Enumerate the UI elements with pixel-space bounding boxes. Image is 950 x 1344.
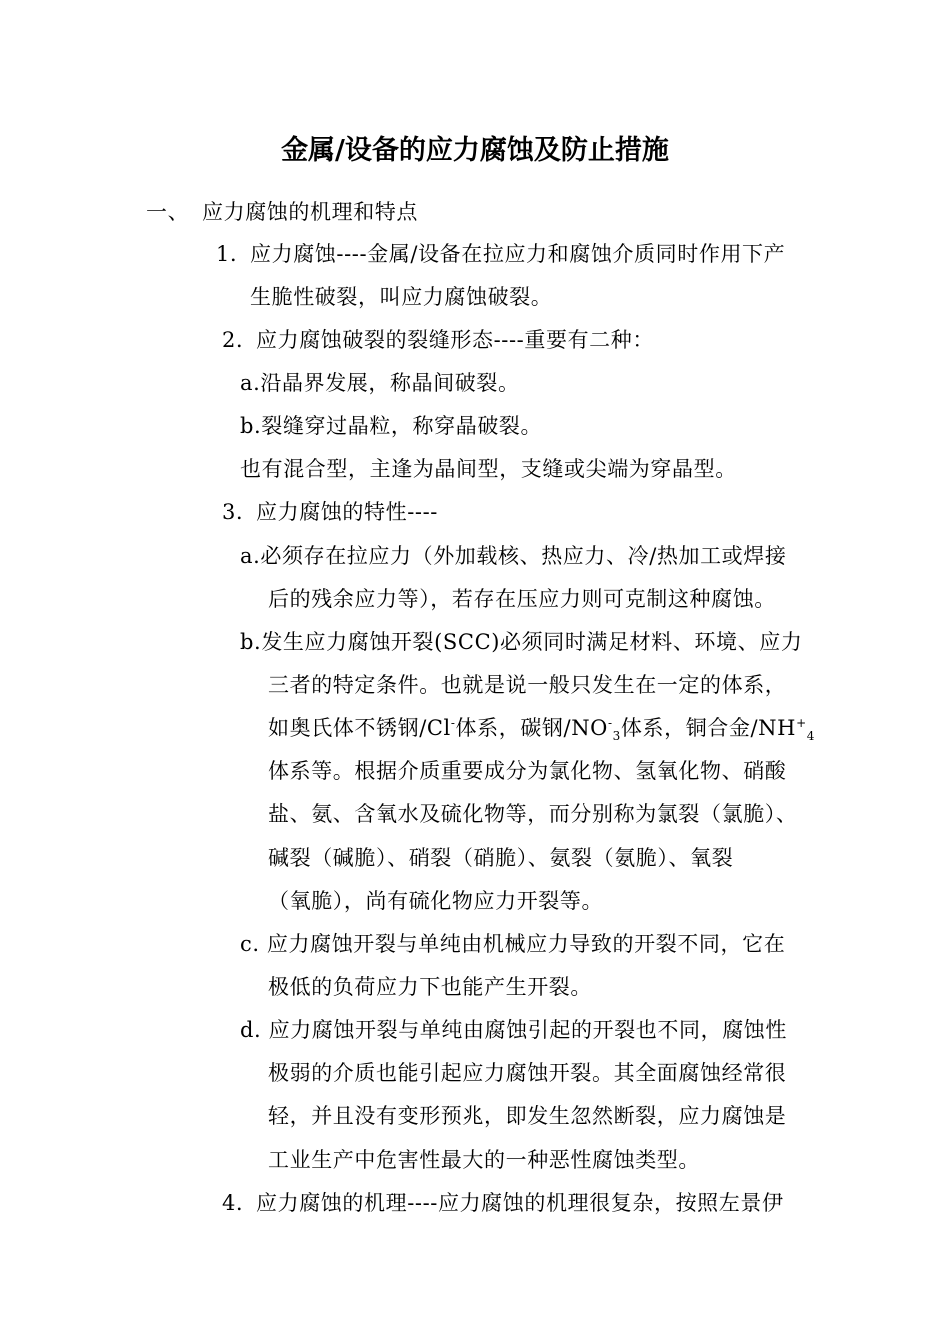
item-3-sub-b-line-6: 碱裂（碱脆）、硝裂（硝脆）、氨裂（氨脆）、氧裂 [268, 846, 734, 870]
item-3-number: 3． [222, 500, 258, 524]
item-3-sub-b-line-1: b.发生应力腐蚀开裂(SCC)必须同时满足材料、环境、应力 [240, 630, 803, 654]
item-2-text-line-1: 应力腐蚀破裂的裂缝形态----重要有二种： [256, 328, 654, 352]
item-3-sub-c-line-1: c. 应力腐蚀开裂与单纯由机械应力导致的开裂不同，它在 [240, 932, 786, 956]
item-3-sub-b-line-4: 体系等。根据介质重要成分为氯化物、氢氧化物、硝酸 [268, 759, 787, 783]
item-1-number: 1． [216, 242, 252, 266]
item-3-sub-c-line-2: 极低的负荷应力下也能产生开裂。 [268, 975, 592, 999]
item-3-sub-a-line-1: a.必须存在拉应力（外加载核、热应力、冷/热加工或焊接 [240, 544, 787, 568]
section-number: 一、 [146, 200, 190, 224]
item-2-note: 也有混合型，主逢为晶间型，支缝或尖端为穿晶型。 [240, 457, 737, 481]
item-4-text-line-1: 应力腐蚀的机理----应力腐蚀的机理很复杂，按照左景伊 [256, 1191, 784, 1215]
item-3-text-line-1: 应力腐蚀的特性---- [256, 500, 438, 524]
item-1-text-line-2: 生脆性破裂，叫应力腐蚀破裂。 [250, 285, 553, 309]
item-3-sub-b-line-5: 盐、氨、含氧水及硫化物等，而分别称为氯裂（氯脆）、 [268, 802, 798, 826]
item-3-sub-b-line-7: （氧脆），尚有硫化物应力开裂等。 [268, 889, 604, 913]
item-3-sub-d-line-3: 轻，并且没有变形预兆，即发生忽然断裂，应力腐蚀是 [268, 1104, 787, 1128]
document-title: 金属/设备的应力腐蚀及防止措施 [281, 135, 669, 166]
item-1-text-line-1: 应力腐蚀----金属/设备在拉应力和腐蚀介质同时作用下产 [250, 242, 786, 266]
section-heading: 应力腐蚀的机理和特点 [202, 200, 418, 224]
item-3-sub-d-line-1: d. 应力腐蚀开裂与单纯由腐蚀引起的开裂也不同，腐蚀性 [240, 1018, 787, 1042]
item-3-sub-d-line-2: 极弱的介质也能引起应力腐蚀开裂。其全面腐蚀经常很 [268, 1061, 787, 1085]
item-3-sub-b-line-3: 如奥氏体不锈钢/Cl-体系，碳钢$/NO^-_3$体系，铜合金$/NH^+_4$ [268, 716, 815, 744]
item-2-sub-b: b.裂缝穿过晶粒，称穿晶破裂。 [240, 414, 543, 438]
item-2-number: 2． [222, 328, 258, 352]
item-3-sub-a-line-2: 后的残余应力等），若存在压应力则可克制这种腐蚀。 [268, 587, 776, 611]
item-2-sub-a: a.沿晶界发展，称晶间破裂。 [240, 371, 520, 395]
item-3-sub-d-line-4: 工业生产中危害性最大的一种恶性腐蚀类型。 [268, 1148, 700, 1172]
item-4-number: 4． [222, 1191, 258, 1215]
item-3-sub-b-line-2: 三者的特定条件。也就是说一般只发生在一定的体系， [268, 673, 787, 697]
